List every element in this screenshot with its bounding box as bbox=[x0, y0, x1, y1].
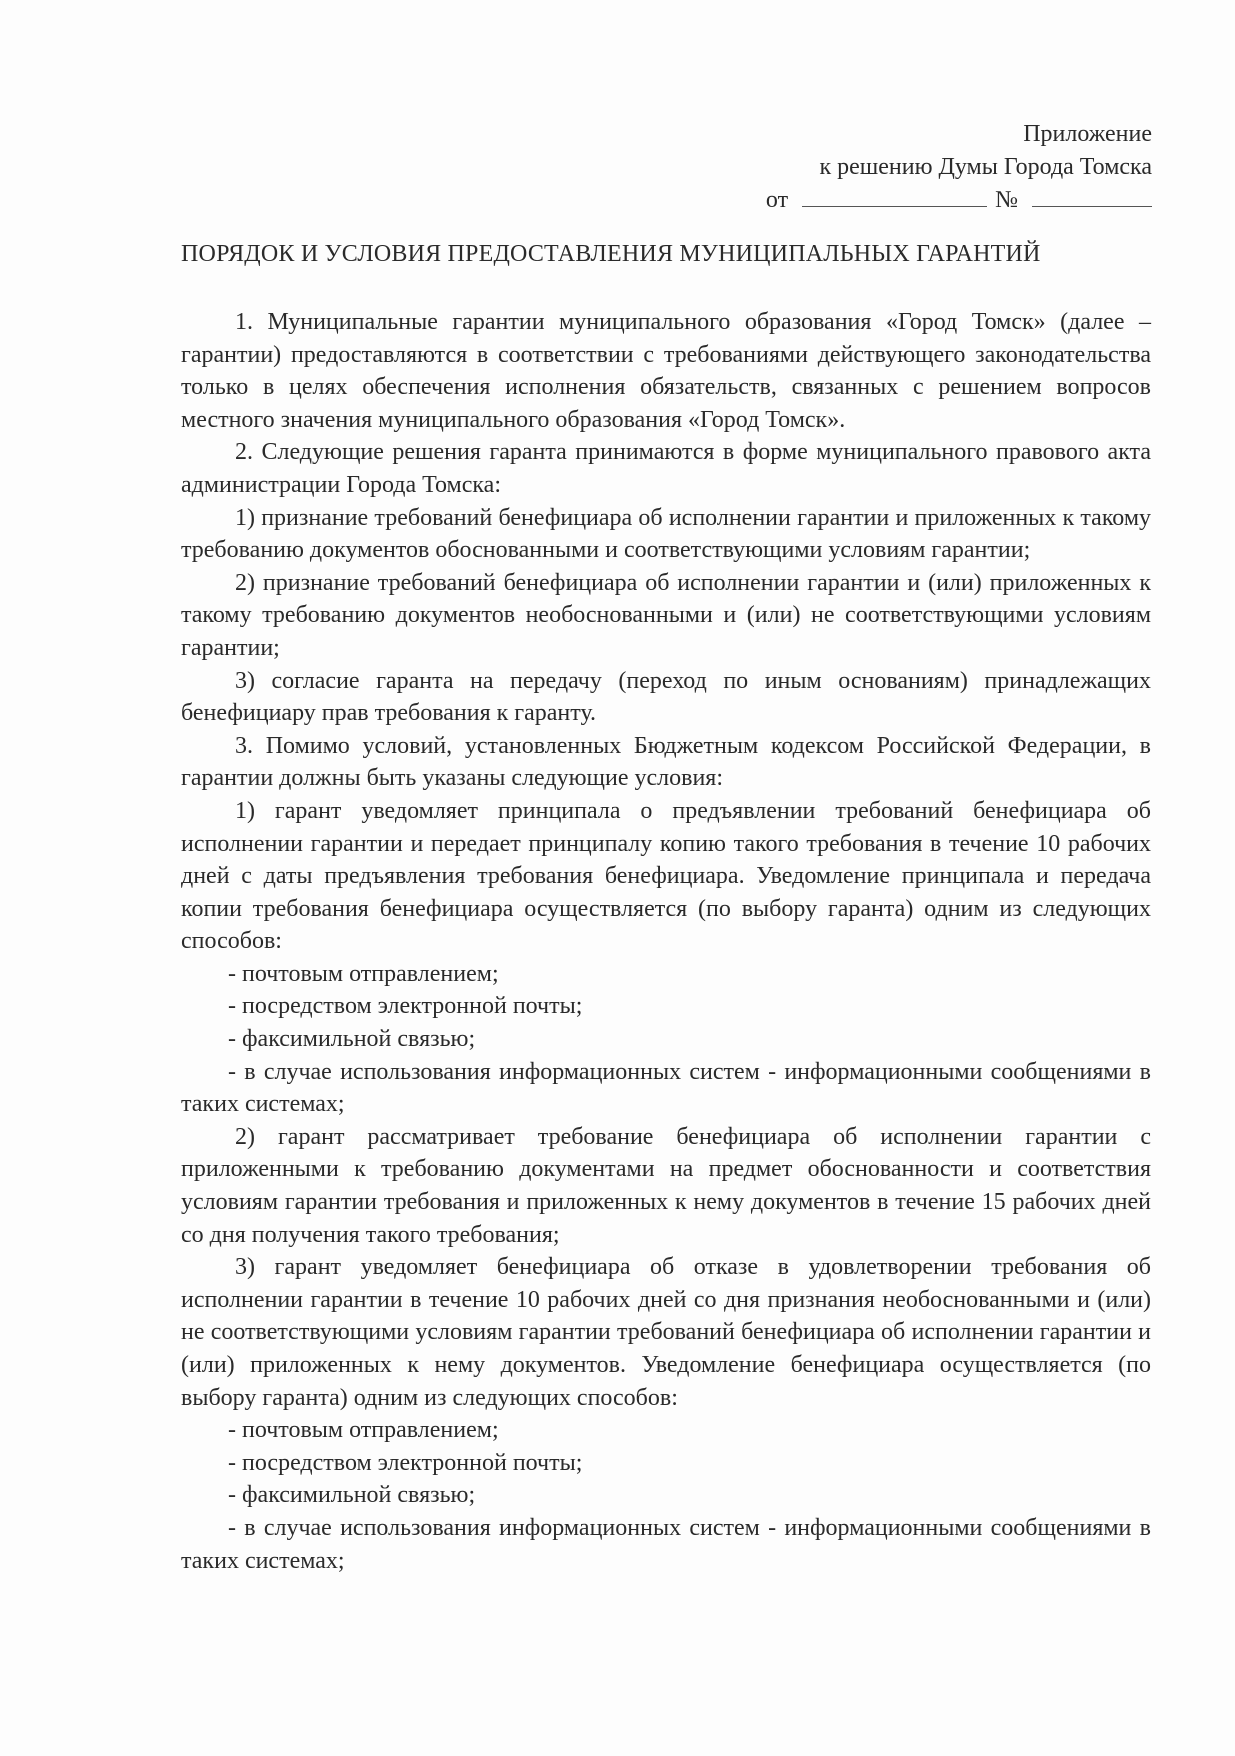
list-item: - посредством электронной почты; bbox=[228, 1449, 583, 1476]
from-label: от bbox=[765, 187, 789, 213]
paragraph: 2) признание требований бенефициара об исполнении гарантии и (или) приложенных к такому требованию документов необоснованными и (или) не соответствующими условиям гарантии; bbox=[181, 569, 1151, 661]
paragraph: 3) согласие гаранта на передачу (переход по иным основаниям) принадлежащих бенефициару прав требования к гаранту. bbox=[181, 667, 1151, 727]
list-item: - факсимильной связью; bbox=[228, 1026, 476, 1053]
date-number-line bbox=[732, 184, 1152, 217]
number-blank bbox=[1032, 184, 1152, 207]
paragraph: 1. Муниципальные гарантии муниципального образования «Город Томск» (далее – гарантии) предоставляются в соответствии с требованиями действующего законодательства только в целях обеспечения исполнения обязательств, связанных с решением вопросов местного значения муниципального образования «Город Томск». bbox=[181, 309, 1151, 433]
decision-reference: к решению Думы Города Томска bbox=[819, 154, 1152, 180]
paragraph: 1) гарант уведомляет принципала о предъявлении требований бенефициара об исполнении гарантии и передает принципалу копию такого требования в течение 10 рабочих дней с даты предъявления требования бенефициара. Уведомление принципала и передача копии требования бенефициара осуществляется (по выбору гаранта) одним из следующих способов: bbox=[181, 797, 1151, 955]
appendix-header bbox=[732, 118, 1152, 217]
paragraph: 1) признание требований бенефициара об исполнении гарантии и приложенных к такому требованию документов обоснованными и соответствующими условиям гарантии; bbox=[181, 504, 1151, 564]
list-item: - в случае использования информационных систем - информационными сообщениями в таких системах; bbox=[181, 1514, 1151, 1574]
list-item: - почтовым отправлением; bbox=[228, 960, 499, 987]
list-item: - факсимильной связью; bbox=[228, 1482, 476, 1509]
document-body bbox=[181, 306, 1151, 1577]
document-title: ПОРЯДОК И УСЛОВИЯ ПРЕДОСТАВЛЕНИЯ МУНИЦИПАЛЬНЫХ ГАРАНТИЙ bbox=[181, 241, 1041, 267]
date-blank bbox=[802, 184, 987, 207]
list-item: - в случае использования информационных систем - информационными сообщениями в таких системах; bbox=[181, 1058, 1151, 1118]
appendix-label: Приложение bbox=[1023, 121, 1152, 147]
paragraph: 3. Помимо условий, установленных Бюджетным кодексом Российской Федерации, в гарантии должны быть указаны следующие условия: bbox=[181, 732, 1151, 792]
paragraph: 3) гарант уведомляет бенефициара об отказе в удовлетворении требования об исполнении гарантии в течение 10 рабочих дней со дня признания необоснованными и (или) не соответствующими условиям гарантии требований бенефициара об исполнении гарантии и (или) приложенных к нему документов. Уведомление бенефициара осуществляется (по выбору гаранта) одним из следующих способов: bbox=[181, 1254, 1151, 1411]
list-item: - почтовым отправлением; bbox=[228, 1417, 499, 1444]
paragraph: 2) гарант рассматривает требование бенефициара об исполнении гарантии с приложенными к требованию документами на предмет обоснованности и соответствия условиям гарантии требования и приложенных к нему документов в течение 15 рабочих дней со дня получения такого требования; bbox=[181, 1123, 1151, 1248]
list-item: - посредством электронной почты; bbox=[228, 993, 583, 1020]
paragraph: 2. Следующие решения гаранта принимаются в форме муниципального правового акта администрации Города Томска: bbox=[181, 439, 1151, 498]
number-label: № bbox=[995, 187, 1018, 213]
